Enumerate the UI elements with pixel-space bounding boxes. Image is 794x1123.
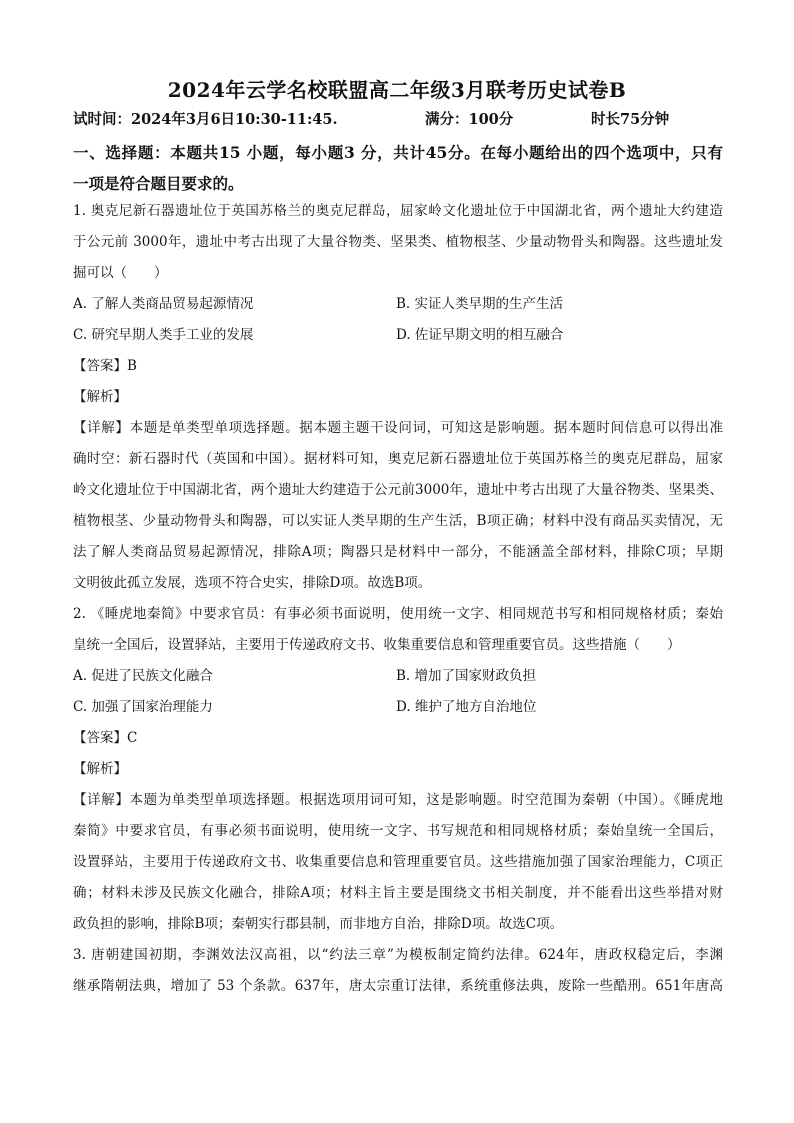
q2-stem-line-1: 2. 《睡虎地秦简》中要求官员：有事必须书面说明，使用统一文字、相同规范书写和相同规格材质；秦始 [73, 606, 723, 622]
q1-option-c: C. 研究早期人类手工业的发展 [73, 327, 254, 343]
exam-time: 试时间：2024年3月6日10:30-11:45. [73, 111, 338, 128]
full-score: 满分：100分 [425, 111, 514, 128]
q1-detail-line-3: 岭文化遗址位于中国湖北省，两个遗址大约建造于公元前3000年，遗址中考古出现了大量谷物类、坚果类、 [73, 482, 723, 498]
q1-option-b: B. 实证人类早期的生产生活 [396, 296, 564, 312]
q2-detail-line-1: 【详解】本题为单类型单项选择题。根据选项用词可知，这是影响题。时空范围为秦朝（中国）。《睡虎地 [73, 792, 723, 808]
q1-detail-line-1: 【详解】本题是单类型单项选择题。据本题主题干设问词，可知这是影响题。据本题时间信息可以得出准 [73, 420, 723, 436]
q2-analysis-label: 【解析】 [73, 761, 127, 777]
q1-detail-line-6: 文明彼此孤立发展，选项不符合史实，排除D项。故选B项。 [73, 575, 432, 591]
section-heading [73, 137, 723, 199]
q2-detail-line-4: 确；材料未涉及民族文化融合，排除A项；材料主旨主要是围绕文书相关制度，并不能看出这些举措对财 [73, 885, 723, 901]
exam-title: 2024年云学名校联盟高二年级3月联考历史试卷B [167, 78, 627, 102]
q1-option-d: D. 佐证早期文明的相互融合 [396, 327, 564, 343]
q2-option-c: C. 加强了国家治理能力 [73, 699, 213, 715]
q2-detail-line-5: 政负担的影响，排除B项；秦朝实行郡县制，而非地方自治，排除D项。故选C项。 [73, 916, 564, 932]
q2-detail-line-3: 设置驿站，主要用于传递政府文书、收集重要信息和管理重要官员。这些措施加强了国家治理能力，C项正 [73, 854, 723, 870]
questions [73, 196, 723, 1002]
q1-options-row-2 [73, 320, 723, 351]
q1-analysis-label: 【解析】 [73, 389, 127, 405]
q1-detail-line-4: 植物根茎、少量动物骨头和陶器，可以实证人类早期的生产生活，B项正确；材料中没有商品买卖情况，无 [73, 513, 723, 529]
q2-answer: 【答案】C [73, 730, 138, 746]
q1-stem-line-1: 1. 奥克尼新石器遗址位于英国苏格兰的奥克尼群岛，屈家岭文化遗址位于中国湖北省，两个遗址大约建造 [73, 203, 723, 219]
q3-stem-line-1: 3. 唐朝建国初期，李渊效法汉高祖，以“约法三章”为模板制定简约法律。624年，唐政权稳定后，李渊 [73, 947, 723, 963]
section-heading-line-1: 一、选择题：本题共15 小题，每小题3 分，共计45分。在每小题给出的四个选项中，只有 [73, 143, 723, 162]
q1-stem-line-3: 掘可以（ ） [73, 265, 168, 281]
q2-options-row-2 [73, 692, 723, 723]
q2-option-b: B. 增加了国家财政负担 [396, 668, 537, 684]
q1-detail-line-5: 法了解人类商品贸易起源情况，排除A项；陶器只是材料中一部分，不能涵盖全部材料，排除C项；早期 [73, 544, 723, 560]
section-heading-line-2: 一项是符合题目要求的。 [73, 174, 244, 193]
q1-stem-line-2: 于公元前 3000年，遗址中考古出现了大量谷物类、坚果类、植物根茎、少量动物骨头和陶器。这些遗址发 [73, 234, 723, 250]
q1-detail-line-2: 确时空：新石器时代（英国和中国）。据材料可知，奥克尼新石器遗址位于英国苏格兰的奥克尼群岛，屈家 [73, 451, 723, 467]
exam-duration: 时长75分钟 [591, 111, 670, 128]
q2-options-row-1 [73, 661, 723, 692]
q2-stem-line-2: 皇统一全国后，设置驿站，主要用于传递政府文书、收集重要信息和管理重要官员。这些措施（ ） [73, 637, 681, 653]
q2-detail-line-2: 秦简》中要求官员，有事必须书面说明，使用统一文字、书写规范和相同规格材质；秦始皇统一全国后， [73, 823, 723, 839]
q1-options-row-1 [73, 289, 723, 320]
q1-answer: 【答案】B [73, 358, 137, 374]
q3-stem-line-2: 继承隋朝法典，增加了 53 个条款。637年，唐太宗重订法律，系统重修法典，废除一些酷刑。651年唐高 [73, 978, 723, 994]
q2-option-d: D. 维护了地方自治地位 [396, 699, 537, 715]
q1-option-a: A. 了解人类商品贸易起源情况 [73, 296, 254, 312]
q2-option-a: A. 促进了民族文化融合 [73, 668, 213, 684]
